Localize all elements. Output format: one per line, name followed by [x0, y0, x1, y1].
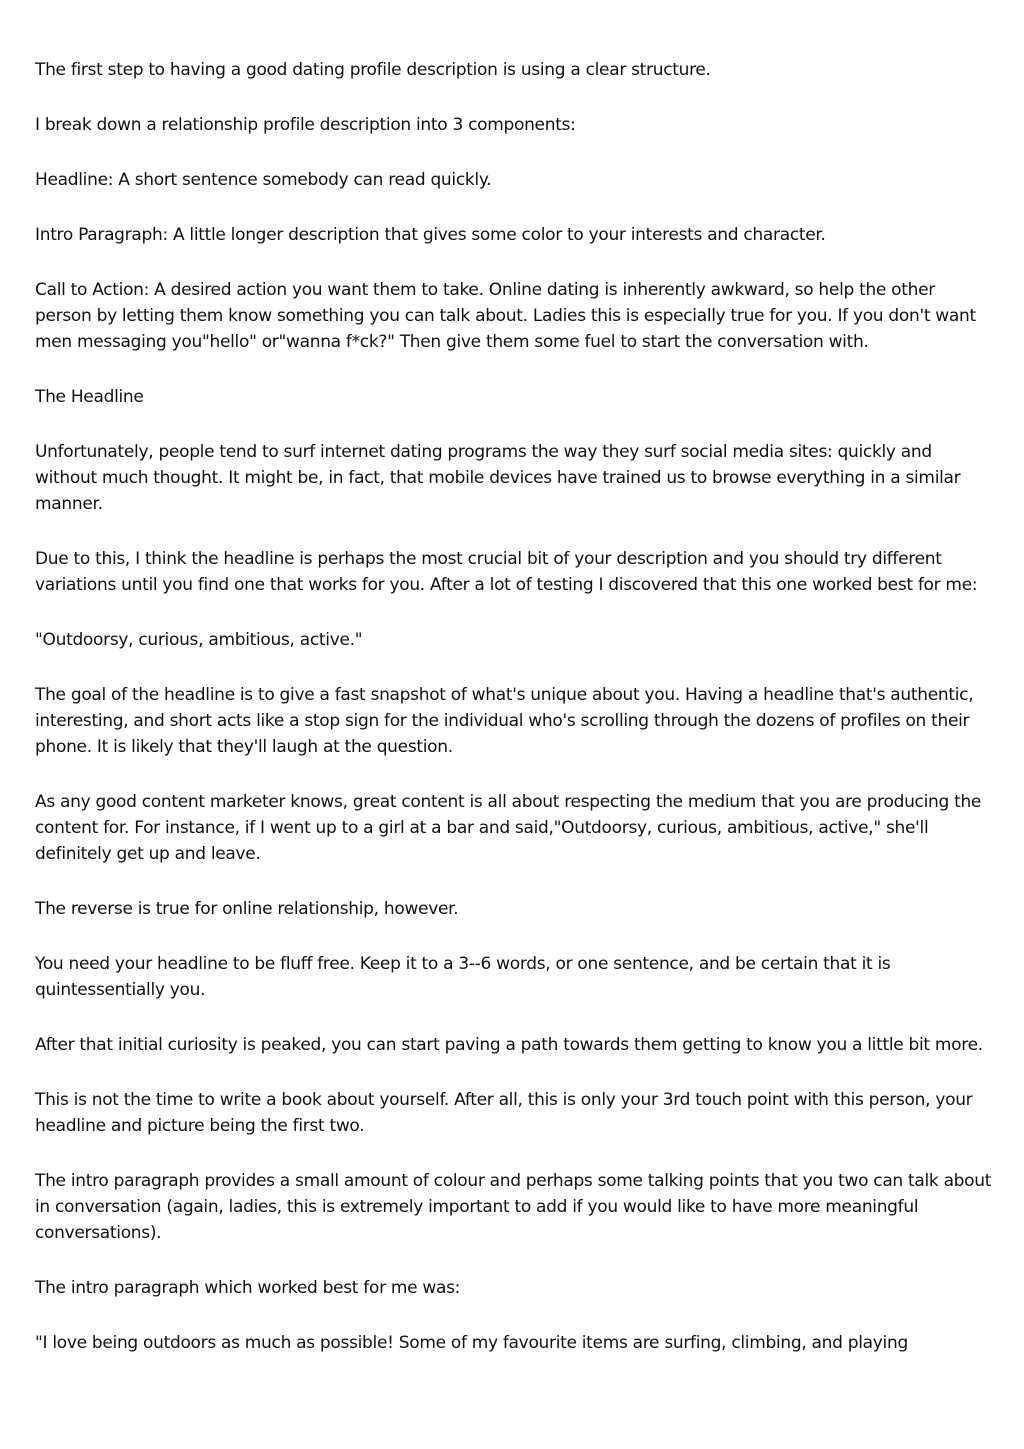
paragraph-components-intro: I break down a relationship profile description into 3 components: [35, 115, 576, 135]
paragraph-call-to-action: Call to Action: A desired action you want them to take. Online dating is inherently awkward, so help the other person by letting them know something you can talk about. Ladies this is especially true for you. If you don't want men messaging you"hello" or"wanna f*ck?" Then give them some fuel to start the conversation with. [35, 280, 976, 352]
paragraph-intro-colour: The intro paragraph provides a small amount of colour and perhaps some talking points that you two can talk about in conversation (again, ladies, this is extremely important to add if you would like to have more meaningful conversations). [35, 1171, 992, 1243]
paragraph-intro-definition: Intro Paragraph: A little longer description that gives some color to your interests and character. [35, 225, 826, 245]
paragraph-structure-intro: The first step to having a good dating profile description is using a clear structure. [35, 60, 711, 80]
paragraph-intro-best: The intro paragraph which worked best for me was: [35, 1278, 461, 1298]
paragraph-headline-importance: Due to this, I think the headline is perhaps the most crucial bit of your description and you should try different variations until you find one that works for you. After a lot of testing I discovered that this one worked best for me: [35, 549, 978, 595]
paragraph-example-intro: "I love being outdoors as much as possible! Some of my favourite items are surfing, climbing, and playing [35, 1333, 908, 1353]
paragraph-headline-definition: Headline: A short sentence somebody can read quickly. [35, 170, 492, 190]
paragraph-curiosity: After that initial curiosity is peaked, you can start paving a path towards them getting to know you a little bit more. [35, 1035, 983, 1055]
paragraph-headline-goal: The goal of the headline is to give a fast snapshot of what's unique about you. Having a headline that's authentic, interesting, and short acts like a stop sign for the individual who's scrolling through the dozens of profiles on their phone. It is likely that they'll laugh at the question. [35, 685, 974, 757]
paragraph-fluff-free: You need your headline to be fluff free. Keep it to a 3--6 words, or one sentence, and be certain that it is quintessentially you. [35, 954, 891, 1000]
paragraph-not-a-book: This is not the time to write a book about yourself. After all, this is only your 3rd touch point with this person, your headline and picture being the first two. [35, 1090, 973, 1136]
paragraph-surfing-apps: Unfortunately, people tend to surf internet dating programs the way they surf social media sites: quickly and without much thought. It might be, in fact, that mobile devices have trained us to browse everything in a similar manner. [35, 442, 961, 514]
paragraph-example-headline: "Outdoorsy, curious, ambitious, active." [35, 630, 363, 650]
paragraph-content-marketer: As any good content marketer knows, great content is all about respecting the medium that you are producing the content for. For instance, if I went up to a girl at a bar and said,"Outdoorsy, curious, ambitious, active," she'll definitely get up and leave. [35, 792, 982, 864]
document-body [35, 57, 993, 1385]
section-heading-headline: The Headline [35, 387, 144, 407]
paragraph-reverse-true: The reverse is true for online relationship, however. [35, 899, 459, 919]
